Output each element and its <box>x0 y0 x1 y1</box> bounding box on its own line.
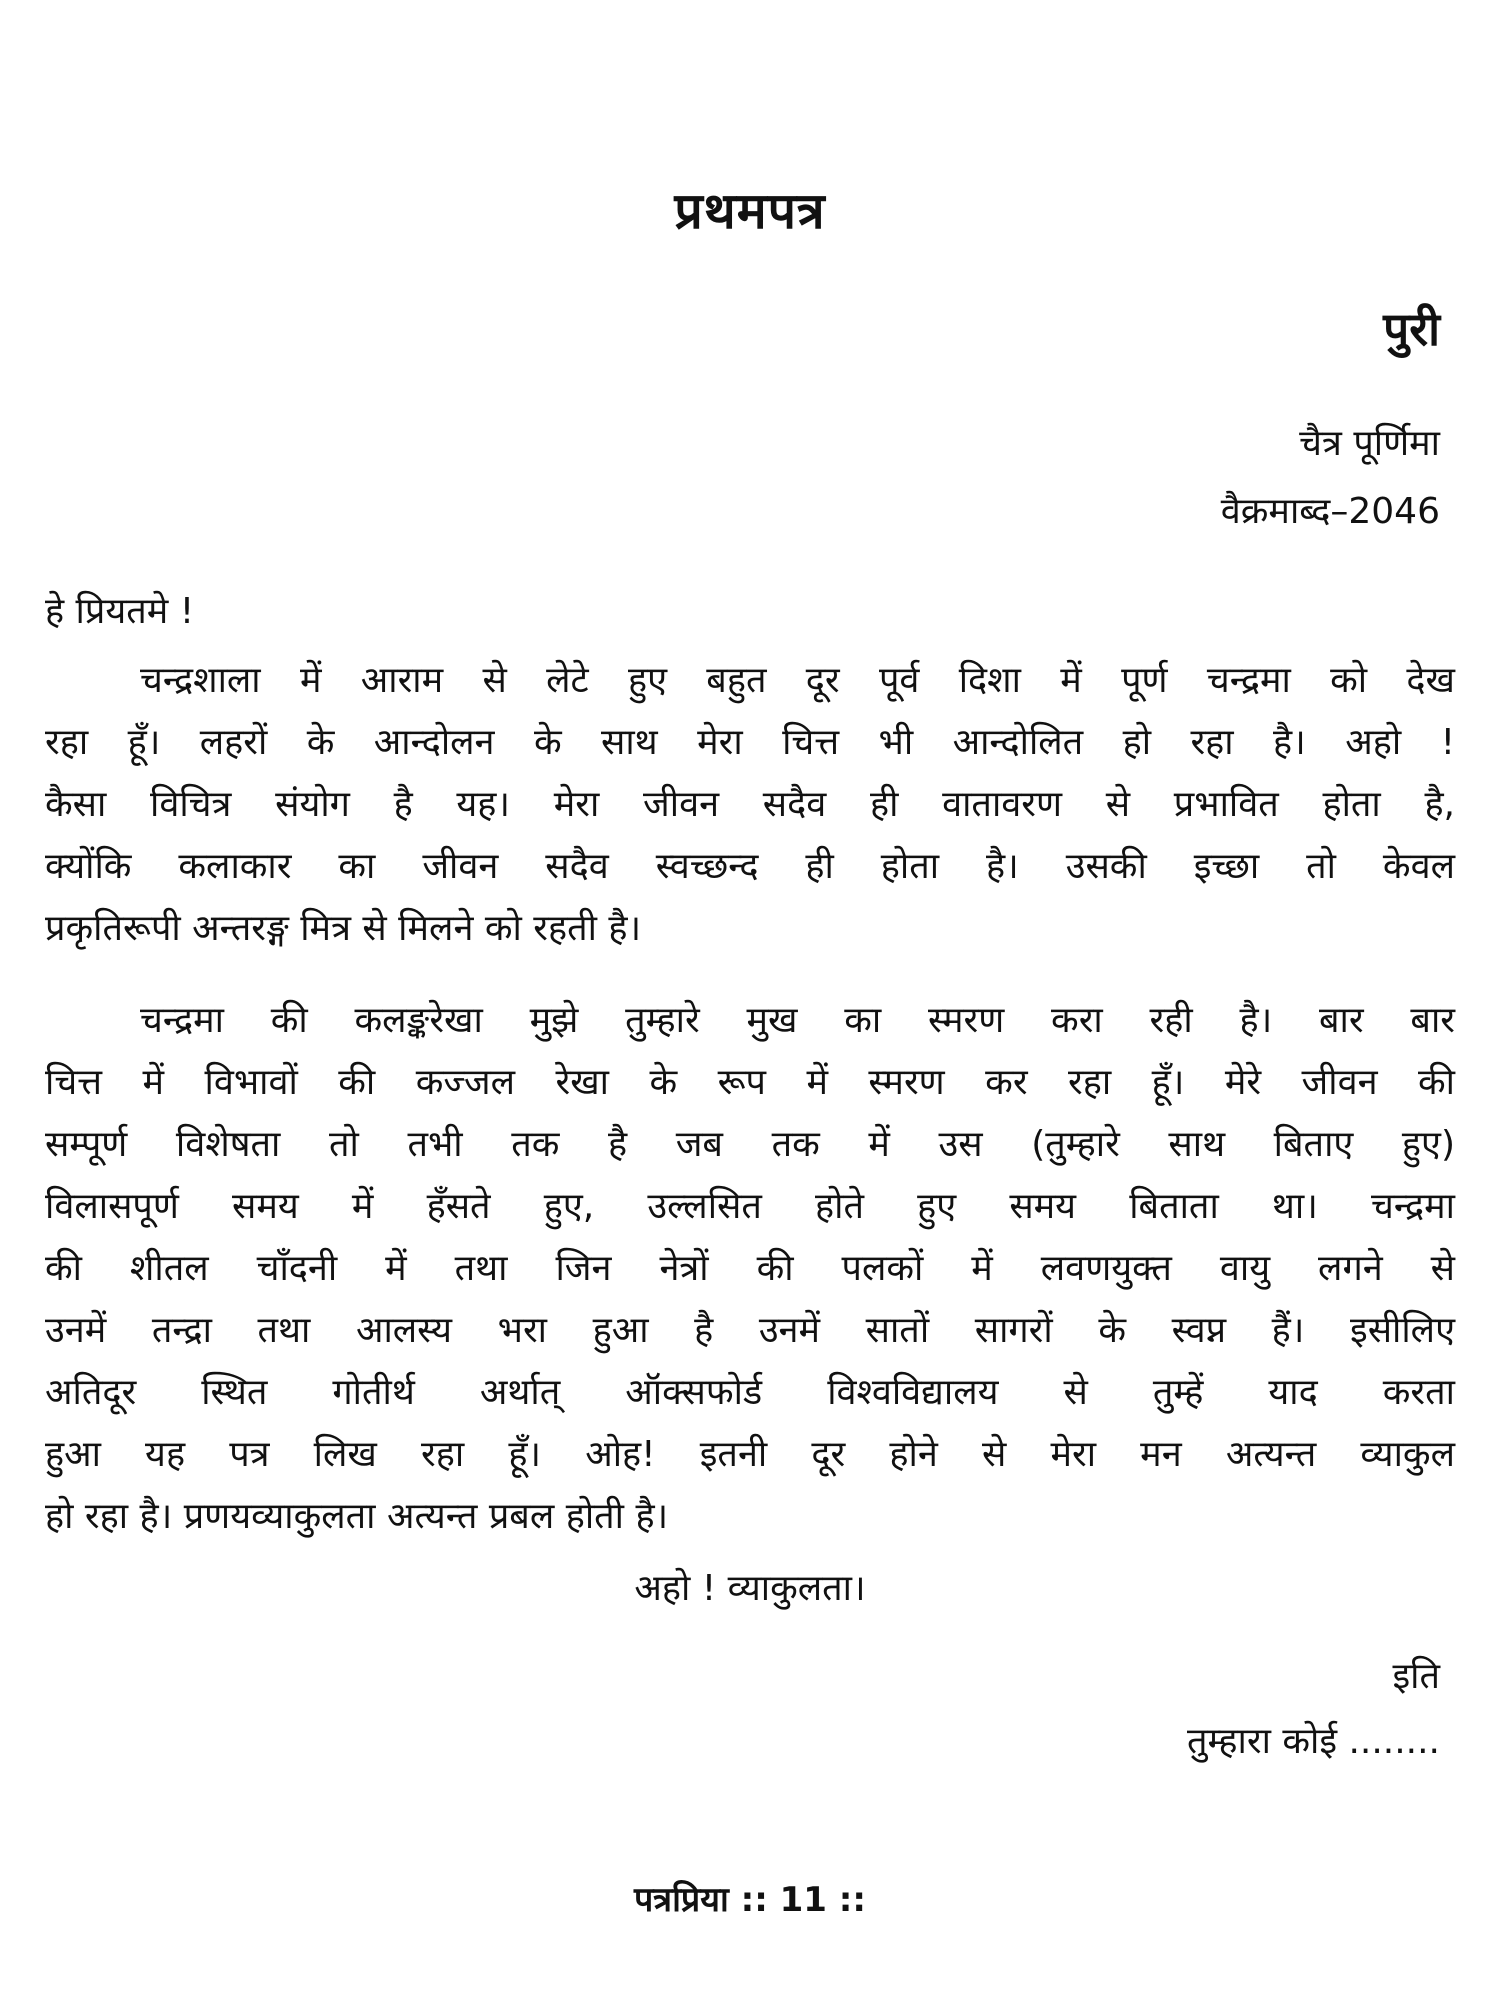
paragraph-line: अतिदूर स्थित गोतीर्थ अर्थात् ऑक्सफोर्ड विश्वविद्यालय से तुम्हें याद करता <box>45 1372 1455 1413</box>
signature-line: तुम्हारा कोई ........ <box>1187 1721 1440 1762</box>
paragraph-2 <box>45 990 1455 1548</box>
closing-word: इति <box>1392 1656 1440 1697</box>
page-footer: पत्रप्रिया :: 11 :: <box>634 1880 866 1920</box>
paragraph-line: चन्द्रशाला में आराम से लेटे हुए बहुत दूर पूर्व दिशा में पूर्ण चन्द्रमा को देख <box>140 660 1455 701</box>
paragraph-line: प्रकृतिरूपी अन्तरङ्ग मित्र से मिलने को रहती है। <box>45 908 642 949</box>
exclamation-line: अहो ! व्याकुलता। <box>634 1568 866 1609</box>
date-line-year: वैक्रमाब्द–2046 <box>1220 491 1440 532</box>
paragraph-line: विलासपूर्ण समय में हँसते हुए, उल्लसित होते हुए समय बिताता था। चन्द्रमा <box>45 1186 1455 1227</box>
paragraph-line: उनमें तन्द्रा तथा आलस्य भरा हुआ है उनमें सातों सागरों के स्वप्न हैं। इसीलिए <box>45 1310 1455 1351</box>
paragraph-line: की शीतल चाँदनी में तथा जिन नेत्रों की पलकों में लवणयुक्त वायु लगने से <box>45 1248 1455 1289</box>
paragraph-line: हुआ यह पत्र लिख रहा हूँ। ओह! इतनी दूर होने से मेरा मन अत्यन्त व्याकुल <box>45 1434 1455 1475</box>
paragraph-line: चन्द्रमा की कलङ्करेखा मुझे तुम्हारे मुख का स्मरण करा रही है। बार बार <box>140 1000 1455 1041</box>
paragraph-line: चित्त में विभावों की कज्जल रेखा के रूप में स्मरण कर रहा हूँ। मेरे जीवन की <box>45 1062 1455 1103</box>
paragraph-line: रहा हूँ। लहरों के आन्दोलन के साथ मेरा चित्त भी आन्दोलित हो रहा है। अहो ! <box>45 722 1455 763</box>
salutation: हे प्रियतमे ! <box>45 591 195 632</box>
letter-date <box>1221 410 1440 546</box>
paragraph-line: क्योंकि कलाकार का जीवन सदैव स्वच्छन्द ही होता है। उसकी इच्छा तो केवल <box>45 846 1455 887</box>
date-line-month: चैत्र पूर्णिमा <box>1299 423 1440 464</box>
letter-place: पुरी <box>1383 302 1440 356</box>
paragraph-line: कैसा विचित्र संयोग है यह। मेरा जीवन सदैव ही वातावरण से प्रभावित होता है, <box>45 784 1455 825</box>
paragraph-line: सम्पूर्ण विशेषता तो तभी तक है जब तक में उस (तुम्हारे साथ बिताए हुए) <box>45 1124 1455 1165</box>
paragraph-1 <box>45 650 1455 960</box>
page-title: प्रथमपत्र <box>674 182 826 240</box>
paragraph-line: हो रहा है। प्रणयव्याकुलता अत्यन्त प्रबल होती है। <box>45 1496 669 1537</box>
